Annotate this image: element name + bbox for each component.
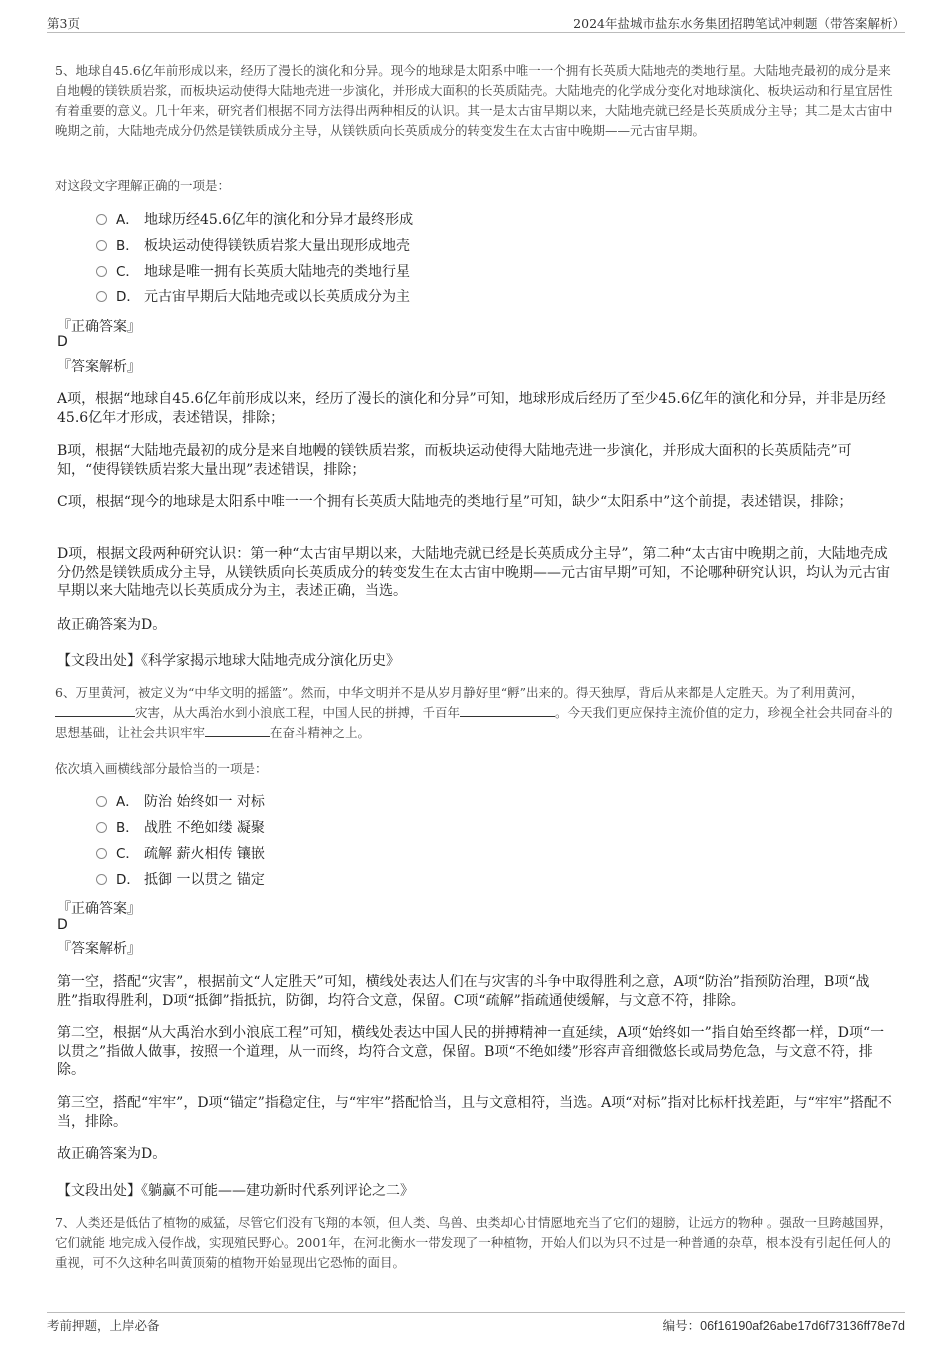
footer-slogan: 考前押题，上岸必备 bbox=[47, 1318, 160, 1333]
q5-analysis-b: B项，根据“大陆地壳最初的成分是来自地幔的镁铁质岩浆，而板块运动使得大陆地壳进一步演化，并形成大面积的长英质陆壳”可知，“使得镁铁质岩浆大量出现”表述错误，排除； bbox=[57, 443, 852, 478]
q5-analysis-d: D项，根据文段两种研究认识：第一种“太古宙早期以来，大陆地壳就已经是长英质成分主导”，第二种“太古宙中晚期之前，大陆地壳成分仍然是镁铁质成分主导，从镁铁质向长英质成分的转变发生在太古宙中晚期——元古宙早期”可知，不论哪种研究认识，均认为元古宙早期以来大陆地壳以长英质成分为主，表述正确，当选。 bbox=[57, 546, 891, 599]
page-number: 第3页 bbox=[47, 16, 80, 31]
q5-answer-label: 『正确答案』 bbox=[57, 319, 141, 335]
page-header bbox=[47, 12, 905, 33]
q5-option-d[interactable]: D． 元古宙早期后大陆地壳或以长英质成分为主 bbox=[96, 287, 410, 307]
q6-option-d[interactable]: D． 抵御 一以贯之 锚定 bbox=[96, 870, 265, 890]
q6-answer-label: 『正确答案』 bbox=[57, 901, 141, 917]
q5-source: 【文段出处】《科学家揭示地球大陆地壳成分演化历史》 bbox=[57, 653, 400, 669]
q6-option-b[interactable]: B． 战胜 不绝如缕 凝聚 bbox=[96, 818, 265, 838]
q6-option-c[interactable]: C． 疏解 薪火相传 镶嵌 bbox=[96, 844, 265, 864]
radio-icon[interactable] bbox=[96, 291, 107, 302]
document-title: 2024年盐城市盐东水务集团招聘笔试冲刺题（带答案解析） bbox=[573, 16, 905, 31]
question-6-prompt: 依次填入画横线部分最恰当的一项是： bbox=[55, 761, 268, 776]
q6-option-a[interactable]: A． 防治 始终如一 对标 bbox=[96, 792, 265, 812]
q5-option-c[interactable]: C． 地球是唯一拥有长英质大陆地壳的类地行星 bbox=[96, 262, 410, 282]
q5-option-b[interactable]: B． 板块运动使得镁铁质岩浆大量出现形成地壳 bbox=[96, 236, 410, 256]
q6-analysis-1: 第一空，搭配“灾害”，根据前文“人定胜天”可知，横线处表达人们在与灾害的斗争中取得胜利之意，A项“防治”指预防治理，B项“战胜”指取得胜利，D项“抵御”指抵抗，防御，均符合文意，保留。C项“疏解”指疏通使缓解，与文意不符，排除。 bbox=[57, 974, 870, 1009]
question-7-stem: 7、人类还是低估了植物的威猛，尽管它们没有飞翔的本领，但人类、鸟兽、虫类却心甘情愿地充当了它们的翅膀，让远方的物种 。强敌一旦跨越国界，它们就能 地完成入侵作战，实现殖民野心。2001年，在河北衡水一带发现了一种植物，开始人们以为只不过是一种普通的杂草，根本没有引起任何人的重视，可不久这种名叫黄顶菊的植物开始显现出它恐怖的面目。 bbox=[55, 1215, 892, 1270]
blank-1 bbox=[55, 704, 135, 717]
radio-icon[interactable] bbox=[96, 874, 107, 885]
q5-option-a[interactable]: A． 地球历经45.6亿年的演化和分异才最终形成 bbox=[96, 210, 413, 230]
q5-conclusion: 故正确答案为D。 bbox=[57, 617, 167, 633]
question-6-stem: 6、万里黄河，被定义为“中华文明的摇篮”。然而，中华文明并不是从岁月静好里“孵”出来的。得天独厚，背后从来都是人定胜天。为了利用黄河，灾害，从大禹治水到小浪底工程，中国人民的拼搏，千百年 。今天我们更应保持主流价值的定力，珍视全社会共同奋斗的思想基础，让社会共识牢牢 在奋斗精神之上。 bbox=[55, 685, 893, 740]
blank-3 bbox=[205, 724, 270, 737]
q5-analysis-c: C项，根据“现今的地球是太阳系中唯一一个拥有长英质大陆地壳的类地行星”可知，缺少“太阳系中”这个前提，表述错误，排除； bbox=[57, 494, 853, 510]
q6-analysis-label: 『答案解析』 bbox=[57, 941, 141, 957]
q6-analysis-3: 第三空，搭配“牢牢”，D项“锚定”指稳定住，与“牢牢”搭配恰当，且与文意相符，当选。A项“对标”指对比标杆找差距，与“牢牢”搭配不当，排除。 bbox=[57, 1095, 892, 1130]
q5-answer: D bbox=[57, 334, 68, 350]
page-footer bbox=[47, 1312, 905, 1333]
q6-analysis-2: 第二空，根据“从大禹治水到小浪底工程”可知，横线处表达中国人民的拼搏精神一直延续，A项“始终如一”指自始至终都一样，D项“一以贯之”指做人做事，按照一个道理，从一而终，均符合文意，保留。B项“不绝如缕”形容声音细微悠长或局势危急，与文意不符，排除。 bbox=[57, 1025, 885, 1078]
q5-analysis-label: 『答案解析』 bbox=[57, 359, 141, 375]
question-5-stem: 5、地球自45.6亿年前形成以来，经历了漫长的演化和分异。现今的地球是太阳系中唯一一个拥有长英质大陆地壳的类地行星。大陆地壳最初的成分是来自地幔的镁铁质岩浆，而板块运动使得大陆地壳进一步演化，并形成大面积的长英质陆壳。大陆地壳的化学成分变化对地球演化、板块运动和行星宜居性有着重要的意义。几十年来，研究者们根据不同方法得出两种相反的认识。其一是太古宙早期以来，大陆地壳就已经是长英质成分主导；其二是太古宙中晚期之前，大陆地壳成分仍然是镁铁质成分主导，从镁铁质向长英质成分的转变发生在太古宙中晚期——元古宙早期。 bbox=[55, 63, 893, 138]
document-code: 编号：06f16190af26abe17d6f73136ff78e7d bbox=[662, 1318, 905, 1333]
radio-icon[interactable] bbox=[96, 822, 107, 833]
radio-icon[interactable] bbox=[96, 848, 107, 859]
blank-2 bbox=[460, 704, 555, 717]
radio-icon[interactable] bbox=[96, 796, 107, 807]
q6-conclusion: 故正确答案为D。 bbox=[57, 1146, 167, 1162]
q5-analysis-a: A项，根据“地球自45.6亿年前形成以来，经历了漫长的演化和分异”可知，地球形成后经历了至少45.6亿年的演化和分异，并非是历经45.6亿年才形成，表述错误，排除； bbox=[57, 391, 886, 426]
question-5-prompt: 对这段文字理解正确的一项是： bbox=[55, 178, 231, 193]
q6-source: 【文段出处】《躺赢不可能——建功新时代系列评论之二》 bbox=[57, 1183, 414, 1199]
q6-answer: D bbox=[57, 917, 68, 933]
radio-icon[interactable] bbox=[96, 240, 107, 251]
radio-icon[interactable] bbox=[96, 214, 107, 225]
radio-icon[interactable] bbox=[96, 266, 107, 277]
